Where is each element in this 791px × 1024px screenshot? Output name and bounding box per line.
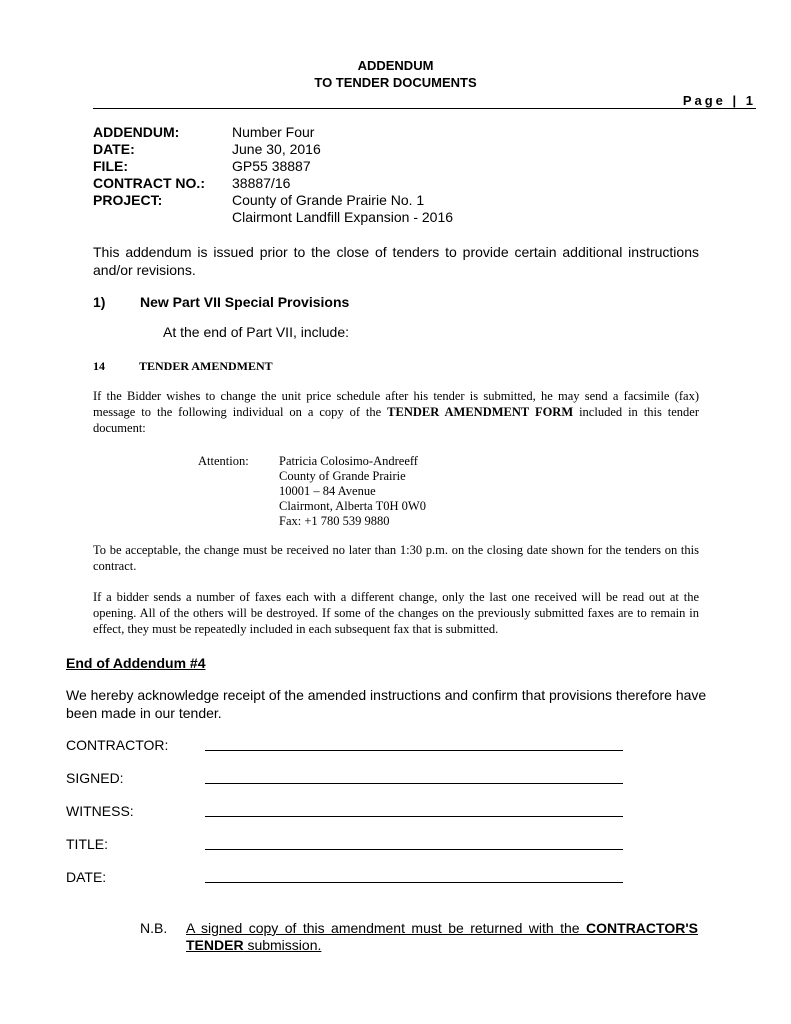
date-signature-line[interactable] [205,882,623,883]
note-text: submission. [243,937,322,953]
intro-paragraph: This addendum is issued prior to the close of tenders to provide certain additional instructions and/or revisions. [93,244,699,278]
contact-fax: Fax: +1 780 539 9880 [279,514,390,528]
document-subtitle: TO TENDER DOCUMENTS [314,75,477,90]
section-title: New Part VII Special Provisions [140,294,350,310]
meta-key: ADDENDUM: [93,124,180,140]
acknowledgement-paragraph: We hereby acknowledge receipt of the amended instructions and confirm that provisions therefore have been made in our tender. [66,687,707,721]
header-rule [93,108,756,109]
amendment-paragraph-2: To be acceptable, the change must be received no later than 1:30 p.m. on the closing date shown for the tenders on this contract. [93,543,699,573]
meta-value: June 30, 2016 [232,141,321,157]
title-signature-line[interactable] [205,849,623,850]
form-name: TENDER AMENDMENT FORM [387,405,574,419]
nb-label: N.B. [140,920,168,936]
paragraph-text: If the Bidder wishes to change the unit price schedule after his tender is submitted, he may send a facsimile (fax) message to the following individual on a copy of the [93,389,699,419]
amendment-paragraph-3: If a bidder sends a number of faxes each with a different change, only the last one received will be read out at the opening. All of the others will be destroyed. If some of the changes on the previously submitted faxes are to remain in effect, they must be repeatedly included in each subsequent fax that is submitted. [93,590,699,636]
paragraph-text: included in this tender document: [93,405,699,435]
note-bold: CONTRACTOR'S TENDER [186,920,698,953]
nb-note [186,920,698,954]
meta-value: Number Four [232,124,315,140]
witness-signature-line[interactable] [205,816,623,817]
meta-value: Clairmont Landfill Expansion - 2016 [232,209,454,225]
meta-value: County of Grande Prairie No. 1 [232,192,425,208]
meta-row-contract [93,175,453,192]
witness-label: WITNESS: [66,803,134,819]
title-label: TITLE: [66,836,109,852]
meta-row-project [93,192,453,209]
amendment-title: TENDER AMENDMENT [139,359,273,373]
contact-street: 10001 – 84 Avenue [279,484,376,498]
meta-value: GP55 38887 [232,158,311,174]
contact-organization: County of Grande Prairie [279,469,406,483]
meta-row-date [93,141,453,158]
page-number: Page | 1 [682,93,756,108]
section-number: 1) [93,294,106,310]
meta-key: PROJECT: [93,192,163,208]
note-text: A signed copy of this amendment must be returned with the [186,920,587,936]
signed-signature-line[interactable] [205,783,623,784]
meta-key: DATE: [93,141,135,157]
meta-row-project-cont [93,209,453,226]
contractor-signature-line[interactable] [205,750,623,751]
meta-row-addendum [93,124,453,141]
attention-label: Attention: [198,454,249,468]
meta-row-file [93,158,453,175]
addendum-meta [93,124,453,226]
meta-key: CONTRACT NO.: [93,175,205,191]
meta-value: 38887/16 [232,175,291,191]
amendment-number: 14 [93,359,105,373]
date-label: DATE: [66,869,107,885]
end-of-addendum: End of Addendum #4 [66,655,206,671]
contractor-label: CONTRACTOR: [66,737,169,753]
document-title: ADDENDUM [357,58,434,73]
attention-address [279,454,426,529]
section-instruction: At the end of Part VII, include: [163,324,349,340]
amendment-paragraph-1 [93,388,699,436]
meta-key: FILE: [93,158,128,174]
meta-key [93,209,232,226]
contact-name: Patricia Colosimo-Andreeff [279,454,418,468]
contact-city: Clairmont, Alberta T0H 0W0 [279,499,426,513]
signed-label: SIGNED: [66,770,124,786]
